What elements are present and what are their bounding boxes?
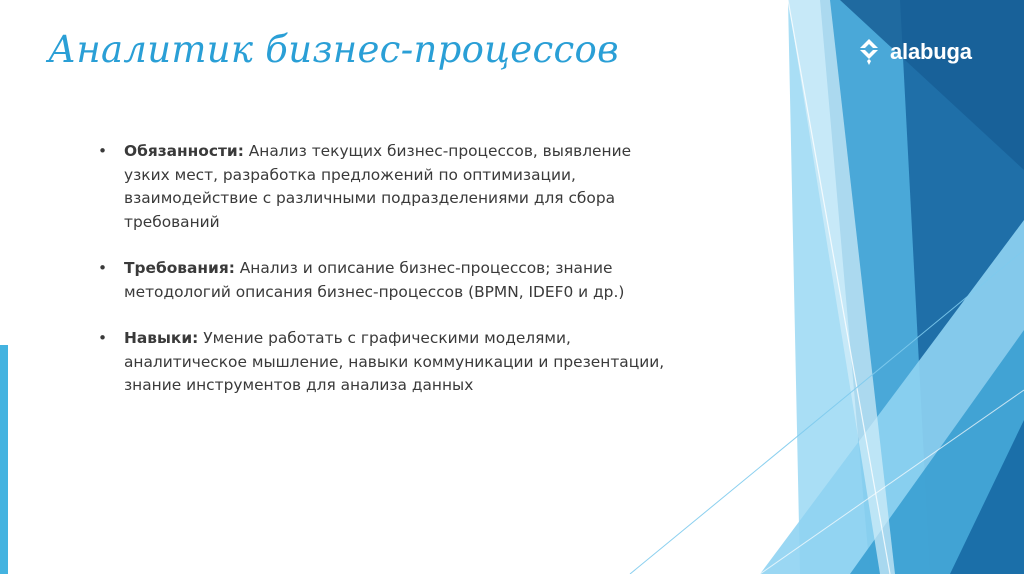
bullet-list (98, 140, 668, 398)
alabuga-logo (854, 36, 972, 68)
bullet-dot: • (98, 329, 108, 347)
bullet-text: Анализ текущих бизнес-процессов, выявление узких мест, разработка предложений по оптимизации, взаимодействие с различными подразделениями для сбора требований (124, 142, 632, 231)
bullet-dot: • (98, 142, 108, 160)
bullet-item-requirements (98, 257, 668, 304)
alabuga-logo-icon (854, 37, 884, 67)
bullet-label: Обязанности: (124, 142, 244, 160)
bullet-label: Навыки: (124, 329, 199, 347)
slide-title: Аналитик бизнес-процессов (48, 28, 619, 71)
bullet-text: Умение работать с графическими моделями, аналитическое мышление, навыки коммуникации и презентации, знание инструментов для анализа данных (124, 329, 665, 394)
bullet-item-duties (98, 140, 668, 234)
bullet-dot: • (98, 259, 108, 277)
bullet-item-skills (98, 327, 668, 398)
bullet-text: Анализ и описание бизнес-процессов; знание методологий описания бизнес-процессов (BPMN, IDEF0 и др.) (124, 259, 625, 301)
bullet-label: Требования: (124, 259, 235, 277)
left-accent-bar (0, 345, 8, 574)
logo-text: alabuga (890, 39, 972, 64)
